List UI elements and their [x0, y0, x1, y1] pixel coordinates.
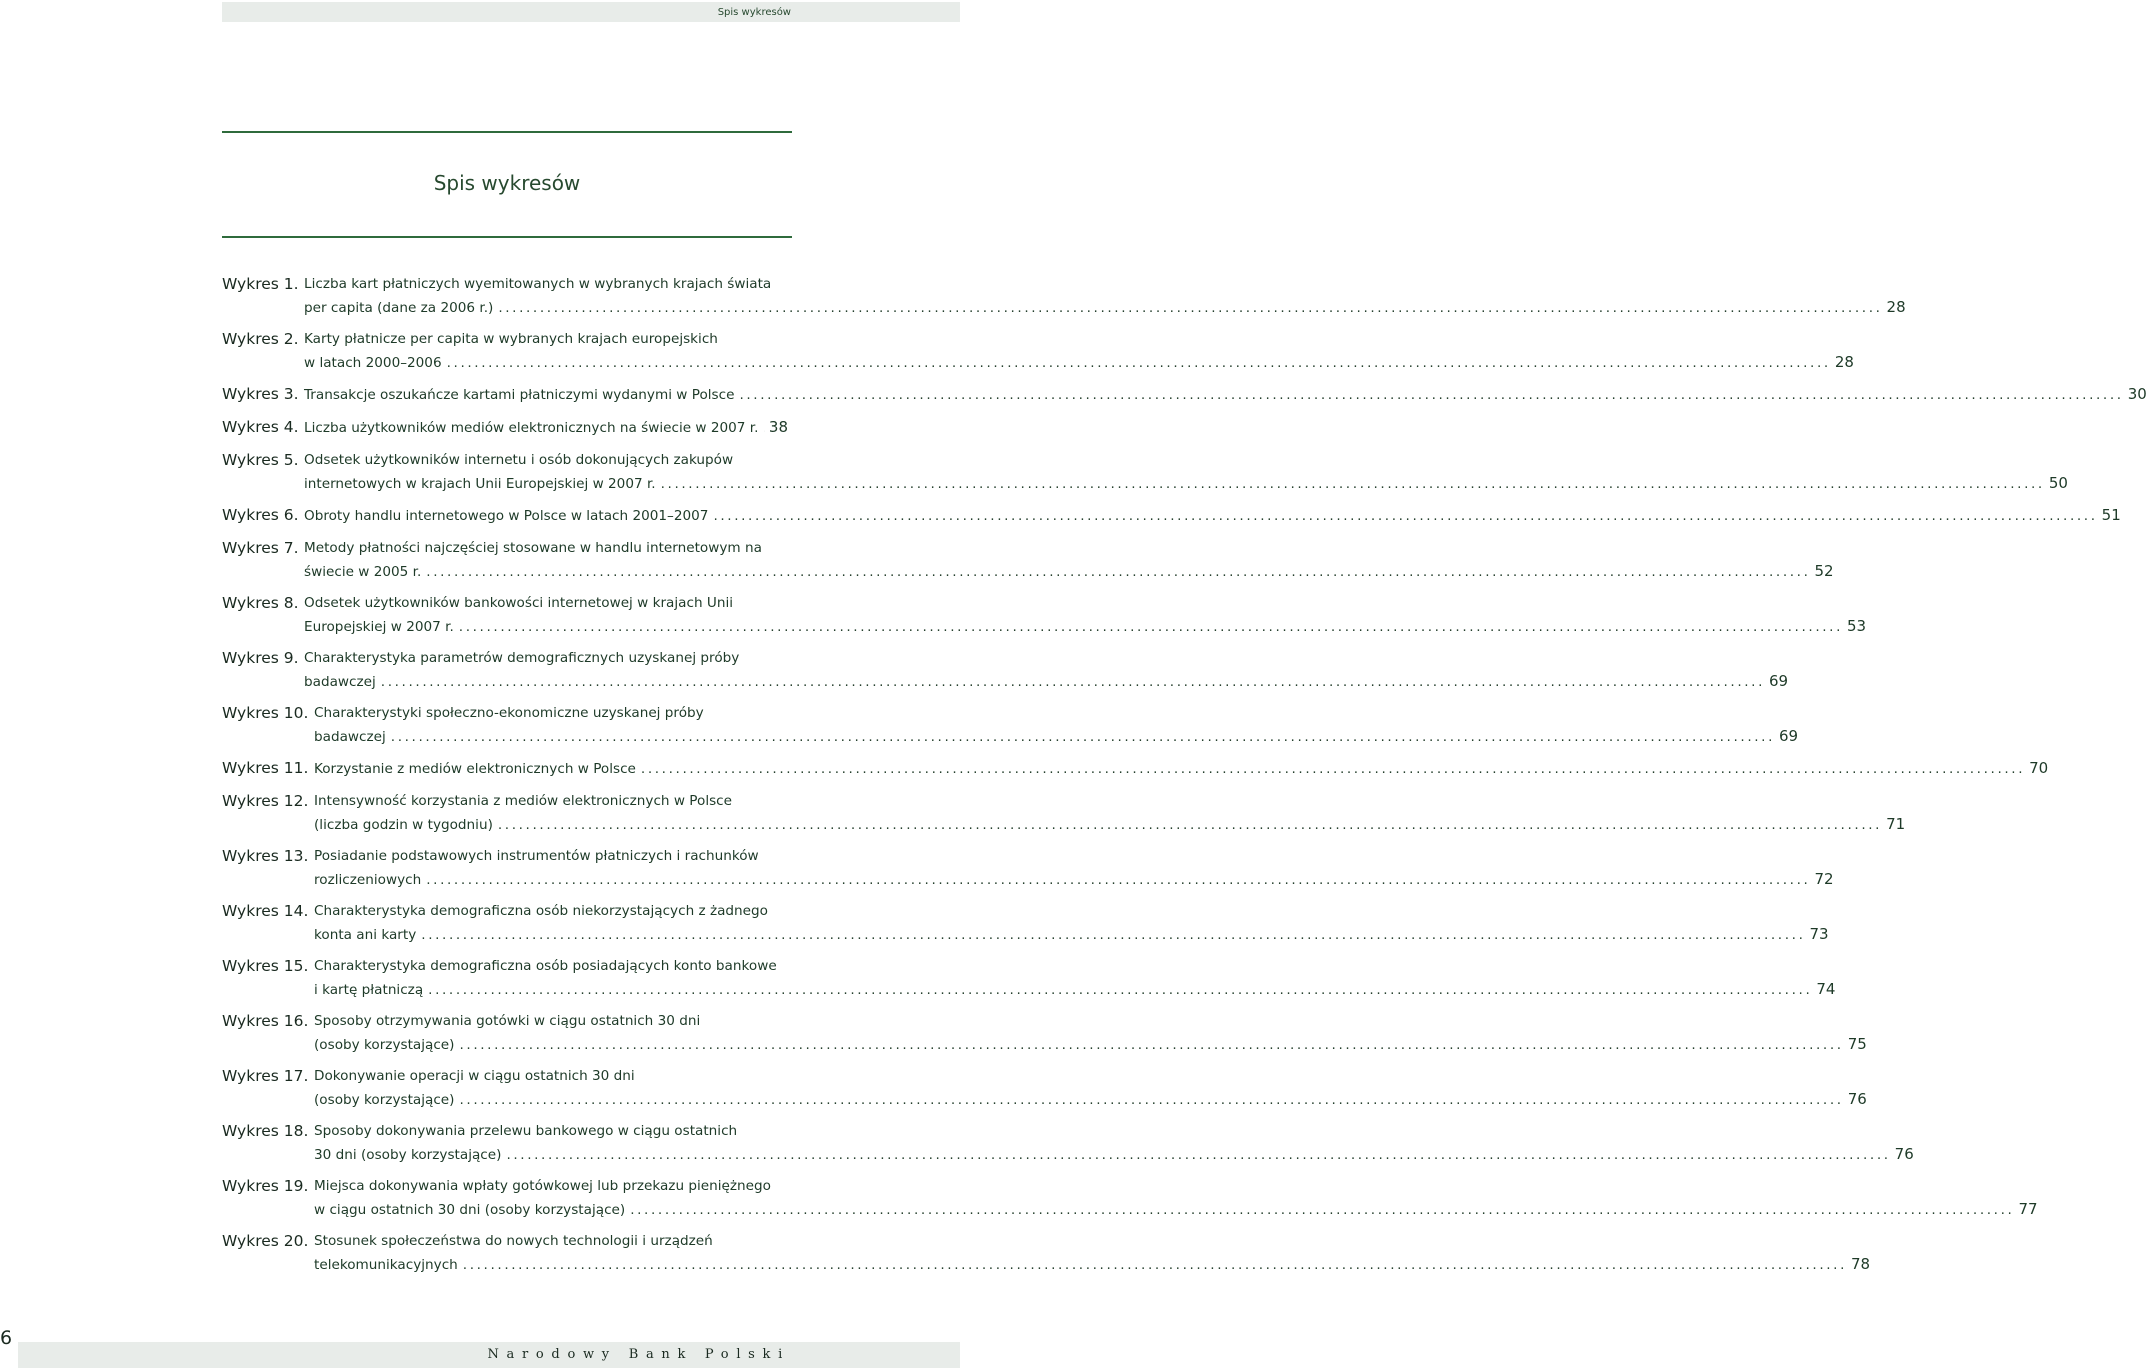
toc-entry-page: 70	[2029, 759, 2049, 777]
toc-entry-title: Odsetek użytkowników bankowości internetowej w krajach Unii	[304, 595, 734, 611]
toc-entry-line	[304, 472, 2068, 495]
toc-entry-body	[304, 504, 2121, 527]
dot-leader: ........................................................................................................................................................................................................	[630, 1201, 2015, 1218]
toc-entry-page: 74	[1816, 979, 1836, 998]
toc-entry-number: Wykres 20.	[222, 1232, 309, 1250]
dot-leader: ........................................................................................................................................................................................................	[380, 673, 1766, 690]
toc-entry-line	[304, 592, 788, 615]
page-title: Spis wykresów	[433, 171, 581, 195]
toc-entry-number: Wykres 15.	[222, 957, 309, 975]
toc-entry-body	[304, 537, 1834, 582]
toc-entry-title: internetowych w krajach Unii Europejskiej w 2007 r.	[304, 475, 656, 492]
dot-leader: ........................................................................................................................................................................................................	[428, 981, 1813, 998]
toc-entry-page: 78	[1851, 1254, 1871, 1273]
toc-entry-title: Intensywność korzystania z mediów elektronicznych w Polsce	[314, 793, 733, 809]
toc-entry-body	[314, 757, 2049, 780]
toc-entry-line	[314, 1088, 1867, 1111]
dot-leader: ........................................................................................................................................................................................................	[426, 871, 1811, 888]
toc-entry-title: rozliczeniowych	[314, 871, 422, 888]
running-header-text: Spis wykresów	[717, 7, 791, 18]
toc-entry-line	[304, 670, 1789, 693]
footer-band	[18, 1342, 960, 1368]
toc-entry-title: Charakterystyki społeczno-ekonomiczne uzyskanej próby	[314, 705, 704, 721]
toc-entry-line	[314, 845, 788, 868]
toc-entry-page: 51	[2101, 506, 2121, 524]
toc-entry-line	[314, 1175, 788, 1198]
toc-entry-page: 77	[2018, 1199, 2038, 1218]
toc-entry-title: Sposoby otrzymywania gotówki w ciągu ostatnich 30 dni	[314, 1013, 701, 1029]
toc-entry-line	[314, 1198, 2038, 1221]
toc-entry-body	[314, 1010, 1867, 1055]
toc-entry-title: Charakterystyka demograficzna osób posiadających konto bankowe	[314, 958, 777, 974]
toc-entry-page: 52	[1814, 561, 1834, 580]
toc-entry-number: Wykres 16.	[222, 1012, 309, 1030]
toc-entry-title: Liczba kart płatniczych wyemitowanych w wybranych krajach świata	[304, 276, 772, 292]
toc-entry-title: Odsetek użytkowników internetu i osób dokonujących zakupów	[304, 452, 734, 468]
toc-entry-body	[314, 1120, 1914, 1165]
toc-entry-page: 75	[1847, 1034, 1867, 1053]
toc-entry-title: konta ani karty	[314, 926, 417, 943]
toc-entry-number: Wykres 1.	[222, 275, 299, 293]
toc-entry-body	[304, 592, 1867, 637]
toc-entry-body	[314, 1230, 1871, 1275]
toc-entry-body	[304, 449, 2068, 494]
toc-entry-title: Obroty handlu internetowego w Polsce w latach 2001–2007	[304, 508, 709, 524]
toc-entry-body	[304, 647, 1789, 692]
toc-entry-line	[304, 615, 1867, 638]
dot-leader: ........................................................................................................................................................................................................	[459, 1036, 1844, 1053]
toc-entry-number: Wykres 2.	[222, 330, 299, 348]
toc-entry-number: Wykres 3.	[222, 385, 299, 403]
dot-leader: ........................................................................................................................................................................................................	[713, 508, 2098, 524]
toc-entry-page: 30	[2127, 385, 2147, 403]
toc-entry-page: 69	[1779, 726, 1799, 745]
dot-leader: ........................................................................................................................................................................................................	[498, 299, 1883, 316]
toc-entry-number: Wykres 10.	[222, 704, 309, 722]
toc-entry-line	[304, 328, 788, 351]
toc-entry-number: Wykres 18.	[222, 1122, 309, 1140]
toc-entry-page: 38	[768, 418, 788, 436]
toc-entry-title: 30 dni (osoby korzystające)	[314, 1146, 502, 1163]
toc-entry-line	[314, 1033, 1867, 1056]
footer-publisher: Narodowy Bank Polski	[487, 1347, 790, 1362]
toc-entry-line	[314, 1010, 788, 1033]
toc-entry-number: Wykres 6.	[222, 506, 299, 524]
toc-entry-title: i kartę płatniczą	[314, 981, 424, 998]
toc-entry-title: per capita (dane za 2006 r.)	[304, 299, 494, 316]
toc-entry-page: 76	[1894, 1144, 1914, 1163]
toc-entry-line	[314, 868, 1834, 891]
toc-entry-body	[304, 416, 788, 439]
toc-entry-line	[314, 702, 788, 725]
dot-leader: ........................................................................................................................................................................................................	[640, 761, 2026, 777]
toc-entry-body	[314, 900, 1829, 945]
toc-entry-body	[304, 383, 2147, 406]
toc-entry-title: (liczba godzin w tygodniu)	[314, 816, 493, 833]
toc-entry-line	[314, 757, 2049, 780]
toc-entry-line	[314, 1230, 788, 1253]
toc-entry-number: Wykres 19.	[222, 1177, 309, 1195]
toc-entry-body	[314, 1175, 2038, 1220]
toc-entry-title: Metody płatności najczęściej stosowane w handlu internetowym na	[304, 540, 762, 556]
dot-leader: ........................................................................................................................................................................................................	[497, 816, 1883, 833]
dot-leader: ........................................................................................................................................................................................................	[446, 354, 1831, 371]
toc-entry-page: 28	[1886, 297, 1906, 316]
toc-entry-number: Wykres 13.	[222, 847, 309, 865]
toc-entry-body	[314, 845, 1834, 890]
toc-entry-page: 69	[1769, 671, 1789, 690]
toc-entry-title: Stosunek społeczeństwa do nowych technologii i urządzeń	[314, 1233, 713, 1249]
toc-entry-line	[304, 383, 2147, 406]
dot-leader: ........................................................................................................................................................................................................	[458, 618, 1844, 635]
toc-entry-line	[314, 955, 788, 978]
toc-entry-title: Transakcje oszukańcze kartami płatniczymi wydanymi w Polsce	[304, 387, 735, 403]
title-rule-top	[222, 131, 792, 133]
toc-entry-number: Wykres 7.	[222, 539, 299, 557]
toc-entry-number: Wykres 11.	[222, 759, 309, 777]
dot-leader: ........................................................................................................................................................................................................	[426, 563, 1811, 580]
dot-leader: ........................................................................................................................................................................................................	[462, 1256, 1848, 1273]
toc-entry-line	[314, 900, 788, 923]
toc-entry-title: telekomunikacyjnych	[314, 1256, 458, 1273]
running-header	[222, 2, 960, 22]
dot-leader: ........................................................................................................................................................................................................	[739, 387, 2124, 403]
toc-entry-number: Wykres 14.	[222, 902, 309, 920]
title-rule-bottom	[222, 236, 792, 238]
toc-entry-line	[314, 923, 1829, 946]
toc-entry-line	[304, 273, 788, 296]
dot-leader: ........................................................................................................................................................................................................	[506, 1146, 1891, 1163]
toc-entry-title: badawczej	[304, 673, 376, 690]
toc-entry-number: Wykres 9.	[222, 649, 299, 667]
toc-entry-title: Charakterystyka demograficzna osób niekorzystających z żadnego	[314, 903, 768, 919]
toc-entry-page: 28	[1834, 352, 1854, 371]
toc-entry-title: w latach 2000–2006	[304, 354, 442, 371]
toc-entry-title: Europejskiej w 2007 r.	[304, 618, 454, 635]
toc-entry-title: (osoby korzystające)	[314, 1036, 455, 1053]
toc-entry-body	[314, 702, 1799, 747]
toc-entry-title: Korzystanie z mediów elektronicznych w Polsce	[314, 761, 636, 777]
toc-entry-number: Wykres 17.	[222, 1067, 309, 1085]
dot-leader: ........................................................................................................................................................................................................	[421, 926, 1806, 943]
dot-leader: ........................................................................................................................................................................................................	[390, 728, 1776, 745]
toc-entry-body	[314, 955, 1836, 1000]
toc-entry-number: Wykres 4.	[222, 418, 299, 436]
toc-entry-page: 76	[1847, 1089, 1867, 1108]
toc-entry-line	[304, 449, 788, 472]
dot-leader: ........................................................................................................................................................................................................	[660, 475, 2045, 492]
toc-entry-title: Sposoby dokonywania przelewu bankowego w ciągu ostatnich	[314, 1123, 738, 1139]
toc-entry-page: 53	[1847, 616, 1867, 635]
toc-entry-line	[314, 1120, 788, 1143]
toc-entry-line	[304, 504, 2121, 527]
toc-entry-line	[304, 296, 1906, 319]
toc-entry-number: Wykres 12.	[222, 792, 309, 810]
toc-entry-title: Posiadanie podstawowych instrumentów płatniczych i rachunków	[314, 848, 759, 864]
toc-entry-title: Miejsca dokonywania wpłaty gotówkowej lub przekazu pieniężnego	[314, 1178, 771, 1194]
toc-entry-line	[304, 647, 788, 670]
toc-entry-body	[304, 273, 1906, 318]
toc-entry-line	[304, 537, 788, 560]
toc-entry-body	[304, 328, 1854, 373]
toc-entry-title: badawczej	[314, 728, 386, 745]
toc-entry-title: w ciągu ostatnich 30 dni (osoby korzystające)	[314, 1201, 626, 1218]
toc-entry-line	[314, 790, 788, 813]
toc-entry-line	[304, 560, 1834, 583]
toc-entry-title: (osoby korzystające)	[314, 1091, 455, 1108]
toc-entry-page: 73	[1809, 924, 1829, 943]
toc-entry-line	[314, 1143, 1914, 1166]
toc-entry-line	[314, 813, 1906, 836]
toc-entry-title: Liczba użytkowników mediów elektronicznych na świecie w 2007 r.	[304, 420, 759, 436]
toc-entry-title: Dokonywanie operacji w ciągu ostatnich 30 dni	[314, 1068, 635, 1084]
toc-entry-body	[314, 790, 1906, 835]
toc-entry-number: Wykres 8.	[222, 594, 299, 612]
toc-entry-line	[314, 725, 1799, 748]
toc-entry-number: Wykres 5.	[222, 451, 299, 469]
toc-entry-page: 50	[2048, 473, 2068, 492]
toc-entry-title: Charakterystyka parametrów demograficznych uzyskanej próby	[304, 650, 740, 666]
toc-entry-title: Karty płatnicze per capita w wybranych krajach europejskich	[304, 331, 718, 347]
toc-entry-page: 72	[1814, 869, 1834, 888]
toc-entry-line	[314, 978, 1836, 1001]
toc-entry-line	[314, 1065, 788, 1088]
dot-leader: ........................................................................................................................................................................................................	[459, 1091, 1844, 1108]
toc-entry-line	[304, 416, 788, 439]
toc-entry-line	[304, 351, 1854, 374]
page-number: 6	[0, 1327, 13, 1349]
toc-entry-page: 71	[1886, 814, 1906, 833]
toc-entry-title: świecie w 2005 r.	[304, 563, 422, 580]
dot-leader	[763, 417, 764, 440]
toc-entry-line	[314, 1253, 1871, 1276]
toc-entry-body	[314, 1065, 1867, 1110]
